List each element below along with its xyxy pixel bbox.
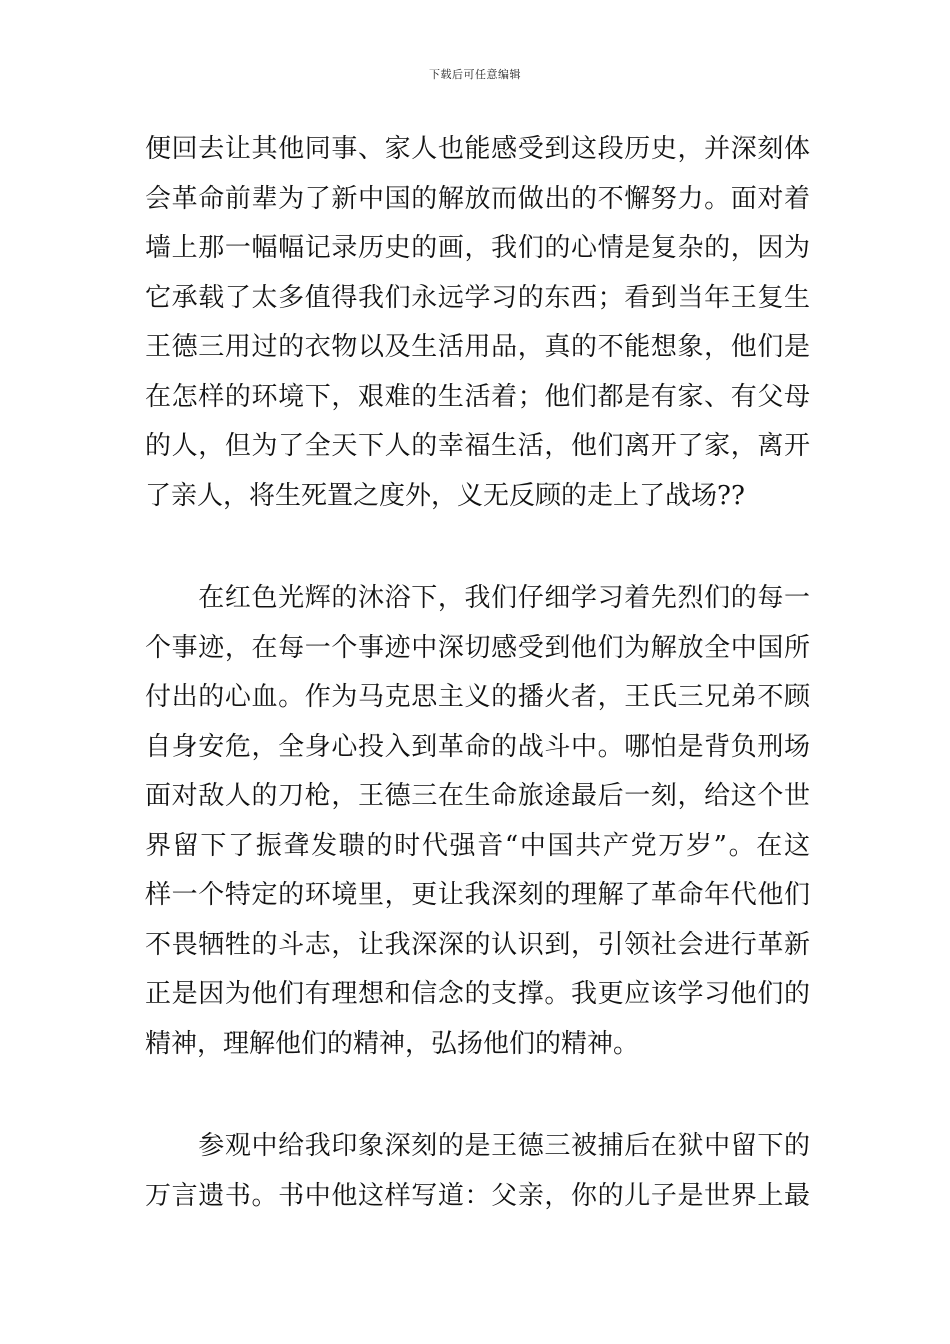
text-line: 个事迹，在每一个事迹中深切感受到他们为解放全中国所 [145, 632, 810, 663]
text-line: 会革命前辈为了新中国的解放而做出的不懈努力。面对着 [145, 183, 810, 214]
text-line: 界留下了振聋发聩的时代强音“中国共产党万岁”。在这 [145, 830, 810, 861]
paragraph-1 [145, 125, 810, 521]
page-header: 下载后可任意编辑 [429, 68, 521, 81]
text-line: 精神，理解他们的精神，弘扬他们的精神。 [145, 1028, 640, 1059]
text-line: 墙上那一幅幅记录历史的画，我们的心情是复杂的，因为 [145, 233, 810, 263]
text-line: 不畏牺牲的斗志，让我深深的认识到，引领社会进行革新 [145, 929, 810, 960]
text-line: 便回去让其他同事、家人也能感受到这段历史，并深刻体 [145, 134, 810, 164]
text-line: 在怎样的环境下，艰难的生活着；他们都是有家、有父母 [145, 381, 810, 412]
text-line: 正是因为他们有理想和信念的支撑。我更应该学习他们的 [145, 979, 810, 1009]
text-line: 在红色光辉的沐浴下，我们仔细学习着先烈们的每一 [145, 583, 810, 613]
paragraph-3 [145, 1122, 810, 1221]
text-line: 参观中给我印象深刻的是王德三被捕后在狱中留下的 [145, 1131, 810, 1161]
text-line: 面对敌人的刀枪，王德三在生命旅途最后一刻，给这个世 [145, 781, 810, 811]
text-line: 万言遗书。书中他这样写道：父亲，你的儿子是世界上最 [145, 1180, 810, 1211]
text-line: 王德三用过的衣物以及生活用品，真的不能想象，他们是 [145, 332, 810, 362]
text-line: 了亲人，将生死置之度外，义无反顾的走上了战场?? [145, 480, 745, 511]
text-line: 它承载了太多值得我们永远学习的东西；看到当年王复生 [145, 282, 810, 313]
text-line: 样一个特定的环境里，更让我深刻的理解了革命年代他们 [145, 880, 810, 910]
paragraph-2 [145, 574, 810, 1069]
text-line: 的人，但为了全天下人的幸福生活，他们离开了家，离开 [145, 431, 810, 461]
text-line: 自身安危，全身心投入到革命的战斗中。哪怕是背负刑场 [145, 731, 810, 762]
text-line: 付出的心血。作为马克思主义的播火者，王氏三兄弟不顾 [145, 682, 810, 712]
